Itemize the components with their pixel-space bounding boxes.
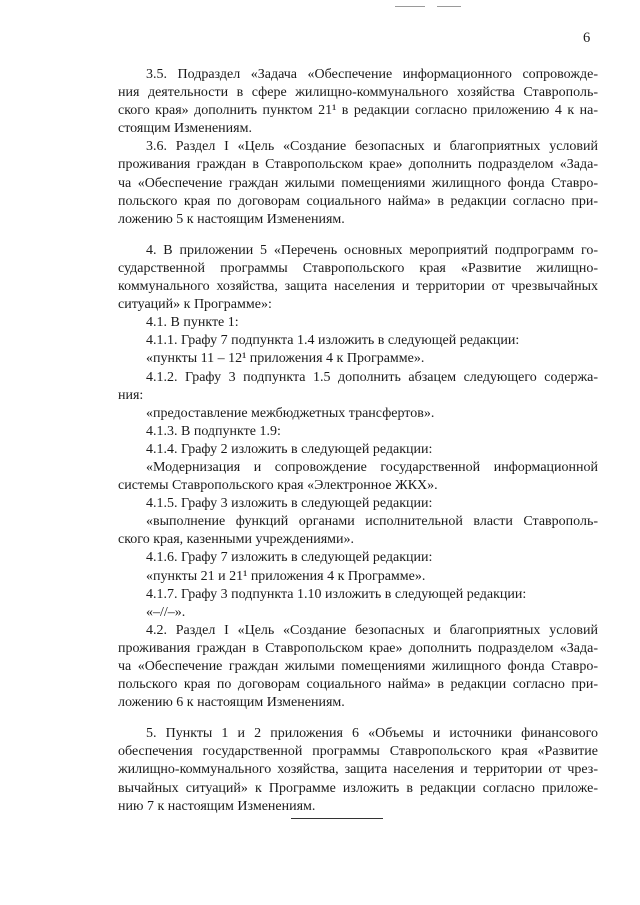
text-line: «пункты 21 и 21¹ приложения 4 к Программе». [146, 568, 426, 584]
text-line: 3.6. Раздел I «Цель «Создание безопасных и благоприятных условий [146, 139, 598, 155]
text-line: 4.1.6. Графу 7 изложить в следующей редакции: [146, 550, 433, 566]
text-line: «пункты 11 – 12¹ приложения 4 к Программе». [146, 351, 425, 367]
closing-rule [291, 818, 383, 819]
text-line: 4.1. В пункте 1: [146, 315, 239, 331]
text-line: проживания граждан в Ставропольском крае» дополнить подразделом «Зада- [118, 640, 598, 656]
text-line: польского края по договорам социального найма» в редакции согласно при- [118, 193, 598, 209]
text-line: ча «Обеспечение граждан жилыми помещениями жилищного фонда Ставро- [118, 659, 598, 674]
text-line: ского края, казенными учреждениями». [118, 532, 354, 548]
text-line: ложению 5 к настоящим Изменениям. [118, 211, 345, 227]
text-line: 4.1.3. В подпункте 1.9: [146, 423, 281, 439]
text-line: ния деятельности в сфере жилищно-коммунального хозяйства Ставрополь- [118, 85, 598, 101]
document-body [118, 66, 598, 816]
text-line: жилищно-коммунального хозяйства, защита населения и территории от чрез- [118, 762, 598, 778]
text-line: 4.1.1. Графу 7 подпункта 1.4 изложить в следующей редакции: [146, 333, 520, 349]
text-line: «–//–». [146, 604, 186, 620]
text-line: «Модернизация и сопровождение государственной информационной [146, 459, 598, 475]
text-line: системы Ставропольского края «Электронное ЖКХ». [118, 478, 438, 494]
text-line: коммунального хозяйства, защита населения и территории от чрезвычайных [118, 279, 598, 295]
text-line: обеспечения государственной программы Ставропольского края «Развитие [118, 744, 598, 760]
text-line: вычайных ситуаций» к Программе изложить в редакции согласно приложе- [118, 780, 598, 796]
text-line: 5. Пункты 1 и 2 приложения 6 «Объемы и источники финансового [146, 726, 598, 742]
text-line: 4.1.5. Графу 3 изложить в следующей редакции: [146, 496, 433, 512]
text-line: ния: [118, 387, 144, 403]
text-line: ложению 6 к настоящим Изменениям. [118, 695, 345, 711]
text-line: «предоставление межбюджетных трансфертов». [146, 405, 435, 421]
text-line: нию 7 к настоящим Изменениям. [118, 798, 316, 814]
text-line: 4.2. Раздел I «Цель «Создание безопасных и благоприятных условий [146, 622, 598, 638]
text-line: ча «Обеспечение граждан жилыми помещениями жилищного фонда Ставро- [118, 175, 598, 191]
text-line: «выполнение функций органами исполнительной власти Ставрополь- [146, 514, 598, 530]
scan-marks [395, 6, 465, 10]
text-line: проживания граждан в Ставропольском крае» дополнить подразделом «Зада- [118, 157, 598, 173]
page-number: 6 [583, 30, 591, 46]
text-line: ситуаций» к Программе»: [118, 297, 272, 313]
text-line: сударственной программы Ставропольского края «Развитие жилищно- [118, 260, 598, 276]
text-line: 4.1.7. Графу 3 подпункта 1.10 изложить в следующей редакции: [146, 586, 527, 602]
text-line: стоящим Изменениям. [118, 121, 252, 137]
text-line: польского края по договорам социального найма» в редакции согласно при- [118, 677, 598, 693]
text-line: ского края» дополнить пунктом 21¹ в редакции согласно приложению 4 к на- [118, 103, 598, 119]
text-line: 3.5. Подраздел «Задача «Обеспечение информационного сопровожде- [146, 67, 598, 82]
text-line: 4.1.4. Графу 2 изложить в следующей редакции: [146, 441, 433, 457]
text-line: 4. В приложении 5 «Перечень основных мероприятий подпрограмм го- [146, 242, 598, 258]
text-line: 4.1.2. Графу 3 подпункта 1.5 дополнить абзацем следующего содержа- [146, 369, 598, 385]
